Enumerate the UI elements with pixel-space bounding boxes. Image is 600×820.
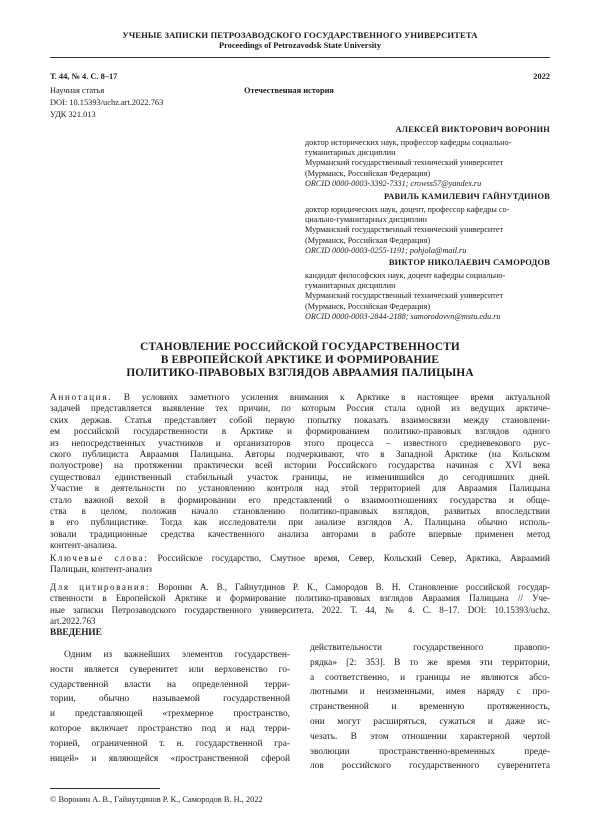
abstract-line: стало важной вехой в формировании его представлений о взаимоотношениях государства и обще- xyxy=(50,495,550,506)
abstract-line: контент-анализа. xyxy=(50,541,118,552)
title-line: СТАНОВЛЕНИЕ РОССИЙСКОЙ ГОСУДАРСТВЕННОСТИ xyxy=(140,341,460,353)
abstract-line: существовал единственный стабильный участок границы, не изменившийся до сегодняшних дней. xyxy=(50,472,550,483)
citation-label: Для цитирования: xyxy=(50,582,151,592)
author-contact: ORCID 0000-0003-2844-2188; samorodovvn@mstu.edu.ru xyxy=(305,311,501,321)
intro-line: а соответственно, и границы не являются абсо- xyxy=(310,672,550,683)
intro-line: и представляющей «трехмерное пространство, xyxy=(50,709,290,720)
intro-line: странственной и временную протяженность, xyxy=(310,702,550,713)
intro-line: лютными и неизменными, имея наряду с про- xyxy=(310,687,550,698)
citation-first-line: Воронин А. В., Гайнутдинов Р. К., Самородов В. Н. Становление российской государ- xyxy=(158,582,550,592)
intro-left-column xyxy=(50,648,290,766)
citation xyxy=(50,582,550,628)
intro-line: рядка» [2: 353]. В то же время эти территории, xyxy=(310,657,550,668)
year: 2022 xyxy=(533,72,550,81)
doi: DOI: 10.15393/uchz.art.2022.763 xyxy=(50,98,164,107)
intro-line: они могут расширяться, сужаться и даже ис- xyxy=(310,716,550,727)
author-name-1: АЛЕКСЕЙ ВИКТОРОВИЧ ВОРОНИН xyxy=(395,125,550,134)
intro-line: Одним из важнейших элементов государствен- xyxy=(64,650,290,660)
intro-line: тории, обычно называемой государственной xyxy=(50,694,290,705)
citation-line: art.2022.763 xyxy=(50,616,96,627)
citation-line-first xyxy=(50,582,550,593)
abstract-label: Аннотация. xyxy=(50,393,113,403)
keywords-line: Палицын, контент-анализ xyxy=(50,565,152,576)
citation-line: ные записки Петрозаводского государственного университета. 2022. Т. 44, № 4. С. 8–17. DOI: 10.15393/uchz. xyxy=(50,604,550,615)
volume-info: Т. 44, № 4. С. 8–17 xyxy=(50,72,118,81)
abstract-line: ского публициста Авраамия Палицына. Авторы подчеркивают, что в Западной Арктике (на Кольском xyxy=(50,450,550,461)
abstract-first-line: В условиях заметного усиления внимания к Арктике в настоящее время актуальной xyxy=(123,393,550,403)
footer-divider xyxy=(50,788,160,789)
article-title xyxy=(60,341,540,379)
keywords-label: Ключевые слова: xyxy=(50,554,149,564)
intro-line: лов российского государственного суверенитета xyxy=(310,761,550,772)
author-info-1 xyxy=(305,138,550,189)
title-line: В ЕВРОПЕЙСКОЙ АРКТИКЕ И ФОРМИРОВАНИЕ xyxy=(160,353,440,366)
intro-line: чезать. В этом отношении характерной чертой xyxy=(310,731,550,742)
intro-heading: ВВЕДЕНИЕ xyxy=(50,628,102,638)
author-name-3: ВИКТОР НИКОЛАЕВИЧ САМОРОДОВ xyxy=(388,258,550,267)
intro-line: сударственной власти на определенной терри- xyxy=(50,679,290,690)
intro-line: ности является суверенитет или верховенство го- xyxy=(50,664,290,675)
udc: УДК 321.013 xyxy=(50,110,96,119)
author-contact: ORCID 0000-0003-0255-1191; pohjola@mail.ru xyxy=(305,245,467,255)
abstract xyxy=(50,393,550,553)
author-detail: циально-гуманитарных дисциплин xyxy=(305,215,427,225)
abstract-line: ем российской государственности в Арктике и формированием политико-правовых взглядов одного xyxy=(50,427,550,438)
abstract-line: в его публицистике. Тогда как исследователи при анализе взглядов А. Палицына обычно исполь- xyxy=(50,518,550,529)
abstract-line: из непосредственных участников и организаторов этого процесса – известного средневекового рус- xyxy=(50,438,550,449)
intro-line: торией, ограниченной т. н. государственной гра- xyxy=(50,738,290,749)
abstract-line: полуострове) на протяжении практически всей истории Российского государства начиная с XVI века xyxy=(50,461,550,472)
author-contact: ORCID 0000-0003-3392-7331; crowss57@yandex.ru xyxy=(305,178,482,188)
author-detail: доктор исторических наук, профессор кафедры социально- xyxy=(305,138,512,147)
title-line: ПОЛИТИКО-ПРАВОВЫХ ВЗГЛЯДОВ АВРААМИЯ ПАЛИЦЫНА xyxy=(126,366,474,379)
author-detail: Мурманский государственный технический университет xyxy=(305,225,504,235)
header-divider xyxy=(50,57,550,58)
article-type: Научная статья xyxy=(50,86,105,95)
copyright: © Воронин А. В., Гайнутдинов Р. К., Самородов В. Н., 2022 xyxy=(50,795,263,804)
abstract-line: ских держав. Статья представляет собой первую попытку показать взаимосвязи между становлени- xyxy=(50,415,550,426)
abstract-line: ства в целом, положив начало становлению политико-правовых взглядов, развитых впоследствии xyxy=(50,507,550,518)
author-name-2: РАВИЛЬ КАМИЛЕВИЧ ГАЙНУТДИНОВ xyxy=(384,192,550,201)
abstract-line: задачей представляется выявление тех причин, по которым Россия стала одной из ведущих арктиче- xyxy=(50,404,550,415)
abstract-line: зовали традиционные средства качественного анализа авторами в работе впервые применен метод xyxy=(50,529,550,540)
author-detail: (Мурманск, Российская Федерация) xyxy=(305,301,431,311)
author-info-2 xyxy=(305,205,550,256)
intro-line: которое включает пространство под и над терри- xyxy=(50,723,290,734)
citation-line: ственности в Европейской Арктике и формирование политико-правовых взглядов Авраамия Палицына // Уче- xyxy=(50,593,550,604)
keywords-line-first xyxy=(50,554,550,565)
author-detail: Мурманский государственный технический университет xyxy=(305,291,504,301)
abstract-line-first xyxy=(50,393,550,404)
intro-right-column xyxy=(310,641,550,774)
author-info-3 xyxy=(305,271,550,322)
abstract-line: Участие в деятельности по установлению контроля над этой территорией для Авраамия Палицына xyxy=(50,484,550,495)
intro-line: действительности государственного правопо- xyxy=(310,643,550,653)
keywords-first-line: Российское государство, Смутное время, Север, Кольский Север, Арктика, Авраамий xyxy=(157,554,550,564)
keywords xyxy=(50,554,550,577)
author-detail: (Мурманск, Российская Федерация) xyxy=(305,235,431,245)
journal-title-ru: УЧЕНЫЕ ЗАПИСКИ ПЕТРОЗАВОДСКОГО ГОСУДАРСТВЕННОГО УНИВЕРСИТЕТА xyxy=(122,30,478,40)
intro-line: эволюции пространственно-временных преде- xyxy=(310,746,550,757)
author-detail: кандидат философских наук, доцент кафедры социально- xyxy=(305,271,506,280)
section-name: Отечественная история xyxy=(244,86,334,95)
author-detail: доктор юридических наук, доцент, профессор кафедры со- xyxy=(305,205,510,214)
author-detail: гуманитарных дисциплин xyxy=(305,281,396,291)
author-detail: гуманитарных дисциплин xyxy=(305,148,396,158)
author-detail: (Мурманск, Российская Федерация) xyxy=(305,168,431,178)
author-detail: Мурманский государственный технический университет xyxy=(305,158,504,168)
intro-line: ницей» и являющейся «пространственной сферой xyxy=(50,753,290,764)
journal-title-en: Proceedings of Petrozavodsk State University xyxy=(218,41,382,50)
